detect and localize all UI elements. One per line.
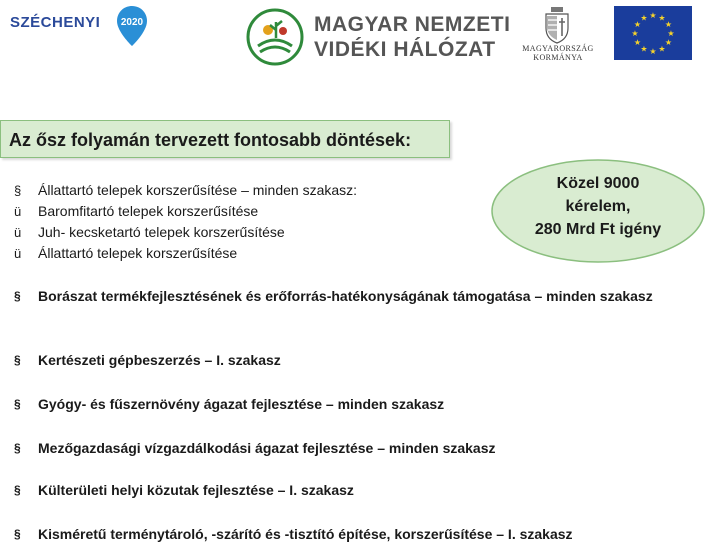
kormany-line1: MAGYARORSZÁG <box>522 44 594 53</box>
szechenyi-text: SZÉCHENYI <box>10 14 101 31</box>
callout-text <box>488 172 708 241</box>
bullet-marker: § <box>14 441 21 455</box>
svg-text:★: ★ <box>640 13 648 23</box>
svg-text:★: ★ <box>658 44 666 54</box>
bullet-marker: § <box>14 397 21 411</box>
svg-text:★: ★ <box>633 20 642 29</box>
svg-text:★: ★ <box>631 29 639 38</box>
list-item <box>14 480 714 501</box>
svg-text:★: ★ <box>658 13 666 23</box>
list-item <box>14 222 484 243</box>
svg-text:★: ★ <box>667 29 675 38</box>
callout-line3: 280 Mrd Ft igény <box>534 221 662 238</box>
first-bullet-list <box>14 180 484 264</box>
szechenyi-year: 2020 <box>120 17 144 28</box>
kormany-line2: KORMÁNYA <box>533 53 583 62</box>
mnvh-line1: MAGYAR NEMZETI <box>314 13 511 36</box>
list-item-text: Kisméretű terménytároló, -szárító és -tisztító építése, korszerűsítése – I. szakasz <box>38 526 573 542</box>
mnvh-emblem-icon <box>246 8 304 66</box>
svg-text:★: ★ <box>640 44 648 54</box>
list-item-text: Mezőgazdasági vízgazdálkodási ágazat fejlesztése – minden szakasz <box>38 440 496 456</box>
list-item-text: Állattartó telepek korszerűsítése <box>38 245 238 261</box>
callout-line1: Közel 9000 <box>556 175 640 192</box>
svg-text:★: ★ <box>649 47 657 56</box>
list-item-text: Baromfitartó telepek korszerűsítése <box>38 203 259 219</box>
bullet-marker: ü <box>14 204 22 219</box>
bullet-marker: § <box>14 289 21 303</box>
kormany-logo <box>516 6 600 62</box>
bullet-marker: § <box>14 353 21 367</box>
list-item-text: Juh- kecsketartó telepek korszerűsítése <box>38 224 285 240</box>
bullet-marker: § <box>14 527 21 541</box>
mnvh-line2: VIDÉKI HÁLÓZAT <box>314 38 496 61</box>
list-item-text: Gyógy- és fűszernövény ágazat fejlesztése – minden szakasz <box>38 396 445 412</box>
mnvh-logo <box>246 6 511 66</box>
list-item <box>14 180 484 201</box>
list-item <box>14 286 714 307</box>
bullet-marker: ü <box>14 246 22 261</box>
szechenyi-2020-logo <box>10 4 160 50</box>
svg-text:★: ★ <box>664 38 673 47</box>
list-item <box>14 350 714 371</box>
page-title: Az ősz folyamán tervezett fontosabb döntések: <box>9 130 412 150</box>
callout-line2: kérelem, <box>565 198 631 215</box>
svg-text:★: ★ <box>664 20 673 29</box>
svg-text:★: ★ <box>633 38 642 47</box>
list-item-text: Külterületi helyi közutak fejlesztése – I. szakasz <box>38 482 354 498</box>
location-pin-icon <box>114 4 150 48</box>
coat-of-arms-icon <box>542 6 572 44</box>
list-item <box>14 243 484 264</box>
list-item-text: Kertészeti gépbeszerzés – I. szakasz <box>38 352 281 368</box>
bullet-marker: ü <box>14 225 22 240</box>
list-item <box>14 438 714 459</box>
eu-flag-icon <box>614 6 692 60</box>
bullet-marker: § <box>14 483 21 497</box>
title-box <box>0 120 450 158</box>
list-item <box>14 524 714 545</box>
list-item-text: Borászat termékfejlesztésének és erőforrás-hatékonyságának támogatása – minden szakasz <box>38 288 653 304</box>
svg-text:★: ★ <box>649 11 657 20</box>
list-item-text: Állattartó telepek korszerűsítése – minden szakasz: <box>38 182 358 198</box>
bullet-marker: § <box>14 183 22 198</box>
list-item <box>14 201 484 222</box>
list-item <box>14 394 714 415</box>
